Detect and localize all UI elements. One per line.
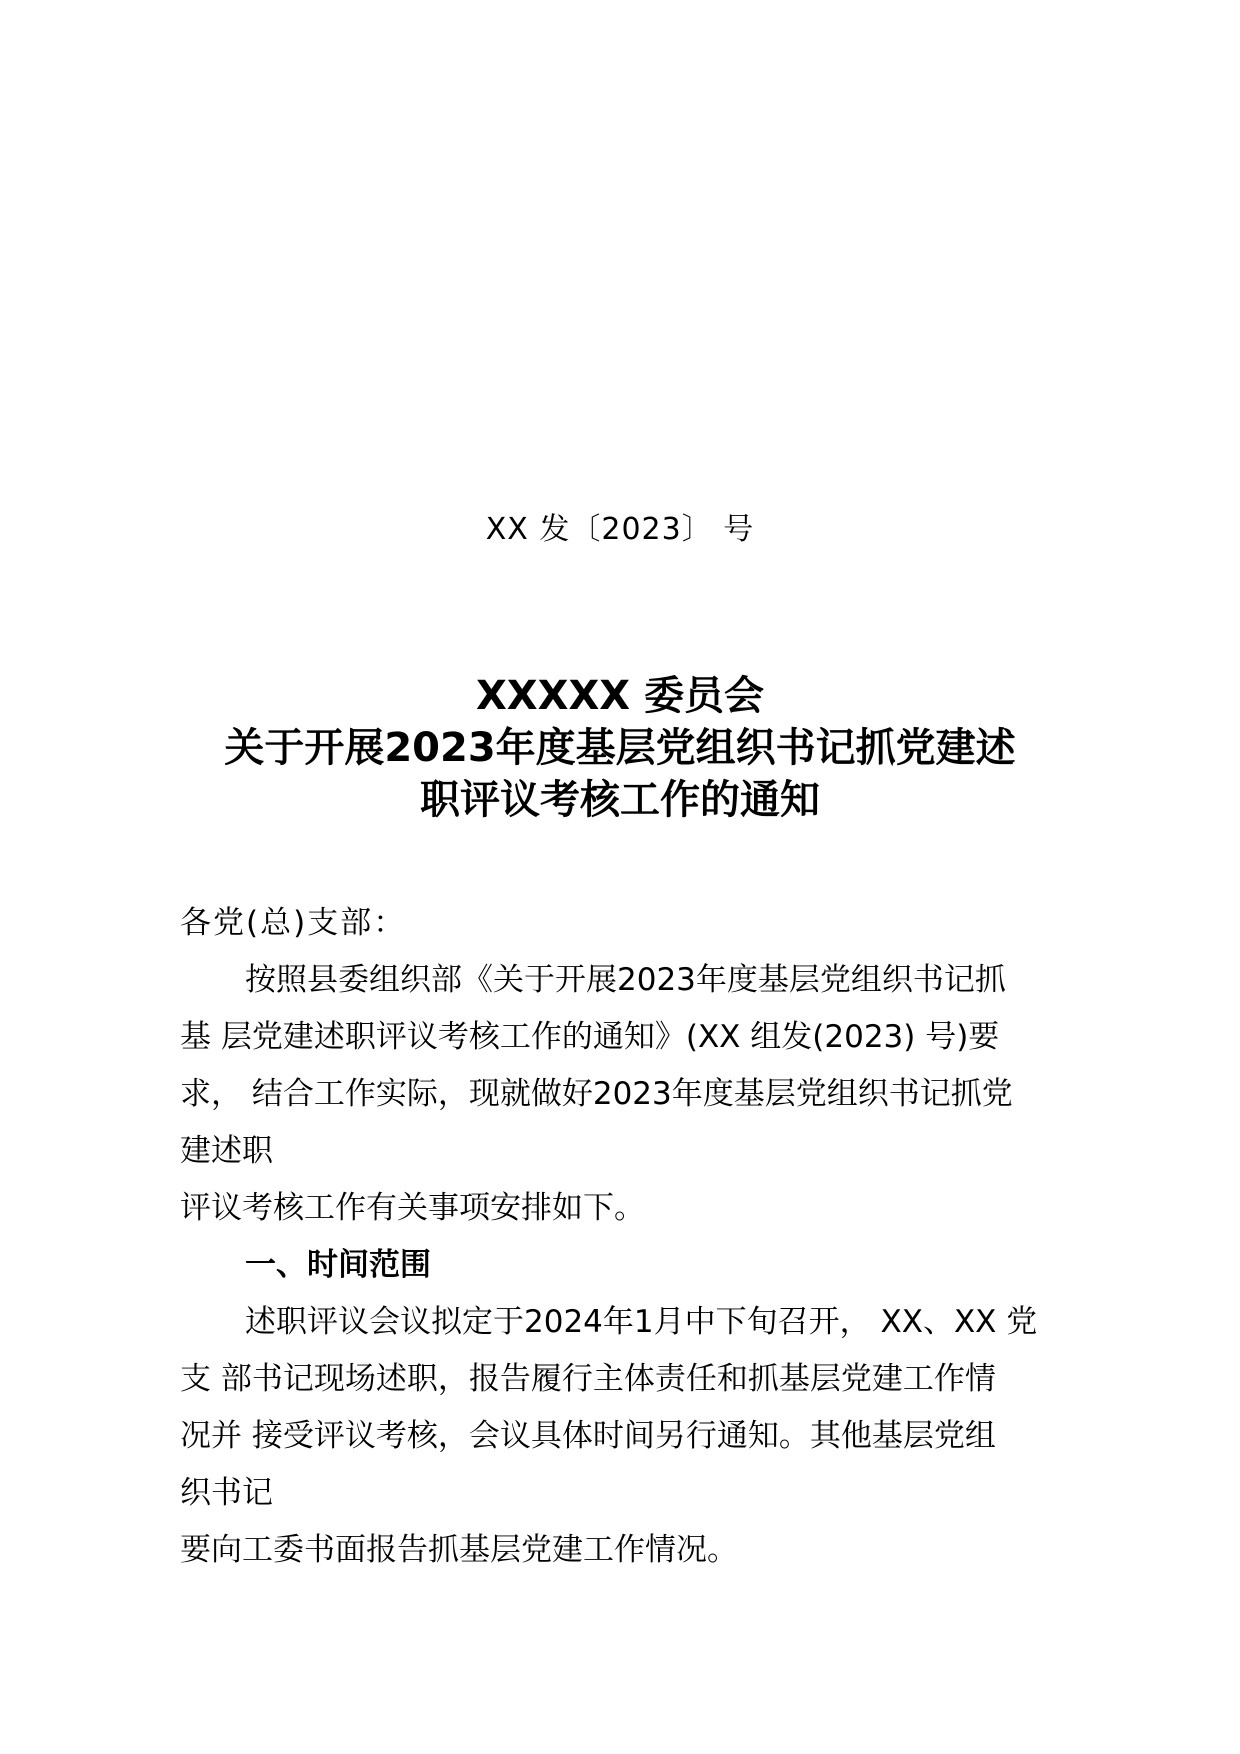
salutation: 各党(总)支部： (180, 905, 407, 941)
paragraph-line: 织书记 (180, 1475, 273, 1511)
paragraph-line: 要向工委书面报告抓基层党建工作情况。 (180, 1532, 738, 1568)
title-line-subject-end: 职评议考核工作的通知 (420, 777, 820, 823)
title-line-subject: 关于开展2023年度基层党组织书记抓党建述 (224, 725, 1016, 771)
title-line-committee: XXXXX 委员会 (475, 673, 765, 719)
paragraph-time-range (180, 1294, 1080, 1579)
paragraph-line: 况并 接受评议考核，会议具体时间另行通知。其他基层党组 (180, 1418, 996, 1454)
paragraph-line: 建述职 (180, 1133, 273, 1169)
paragraph-line: 基 层党建述职评议考核工作的通知》(XX 组发(2023) 号)要 (180, 1019, 1000, 1055)
paragraph-line: 评议考核工作有关事项安排如下。 (180, 1190, 645, 1226)
document-number: XX 发〔2023〕 号 (485, 512, 755, 547)
paragraph-line: 述职评议会议拟定于2024年1月中下旬召开， XX、XX 党 (245, 1304, 1038, 1340)
section-heading-time-range: 一、时间范围 (245, 1247, 431, 1283)
paragraph-line: 支 部书记现场述职，报告履行主体责任和抓基层党建工作情 (180, 1361, 996, 1397)
paragraph-line: 按照县委组织部《关于开展2023年度基层党组织书记抓 (245, 962, 1006, 998)
paragraph-intro (180, 952, 1080, 1237)
paragraph-line: 求， 结合工作实际，现就做好2023年度基层党组织书记抓党 (180, 1076, 1013, 1112)
document-body (180, 895, 1080, 1579)
document-title (160, 670, 1080, 826)
